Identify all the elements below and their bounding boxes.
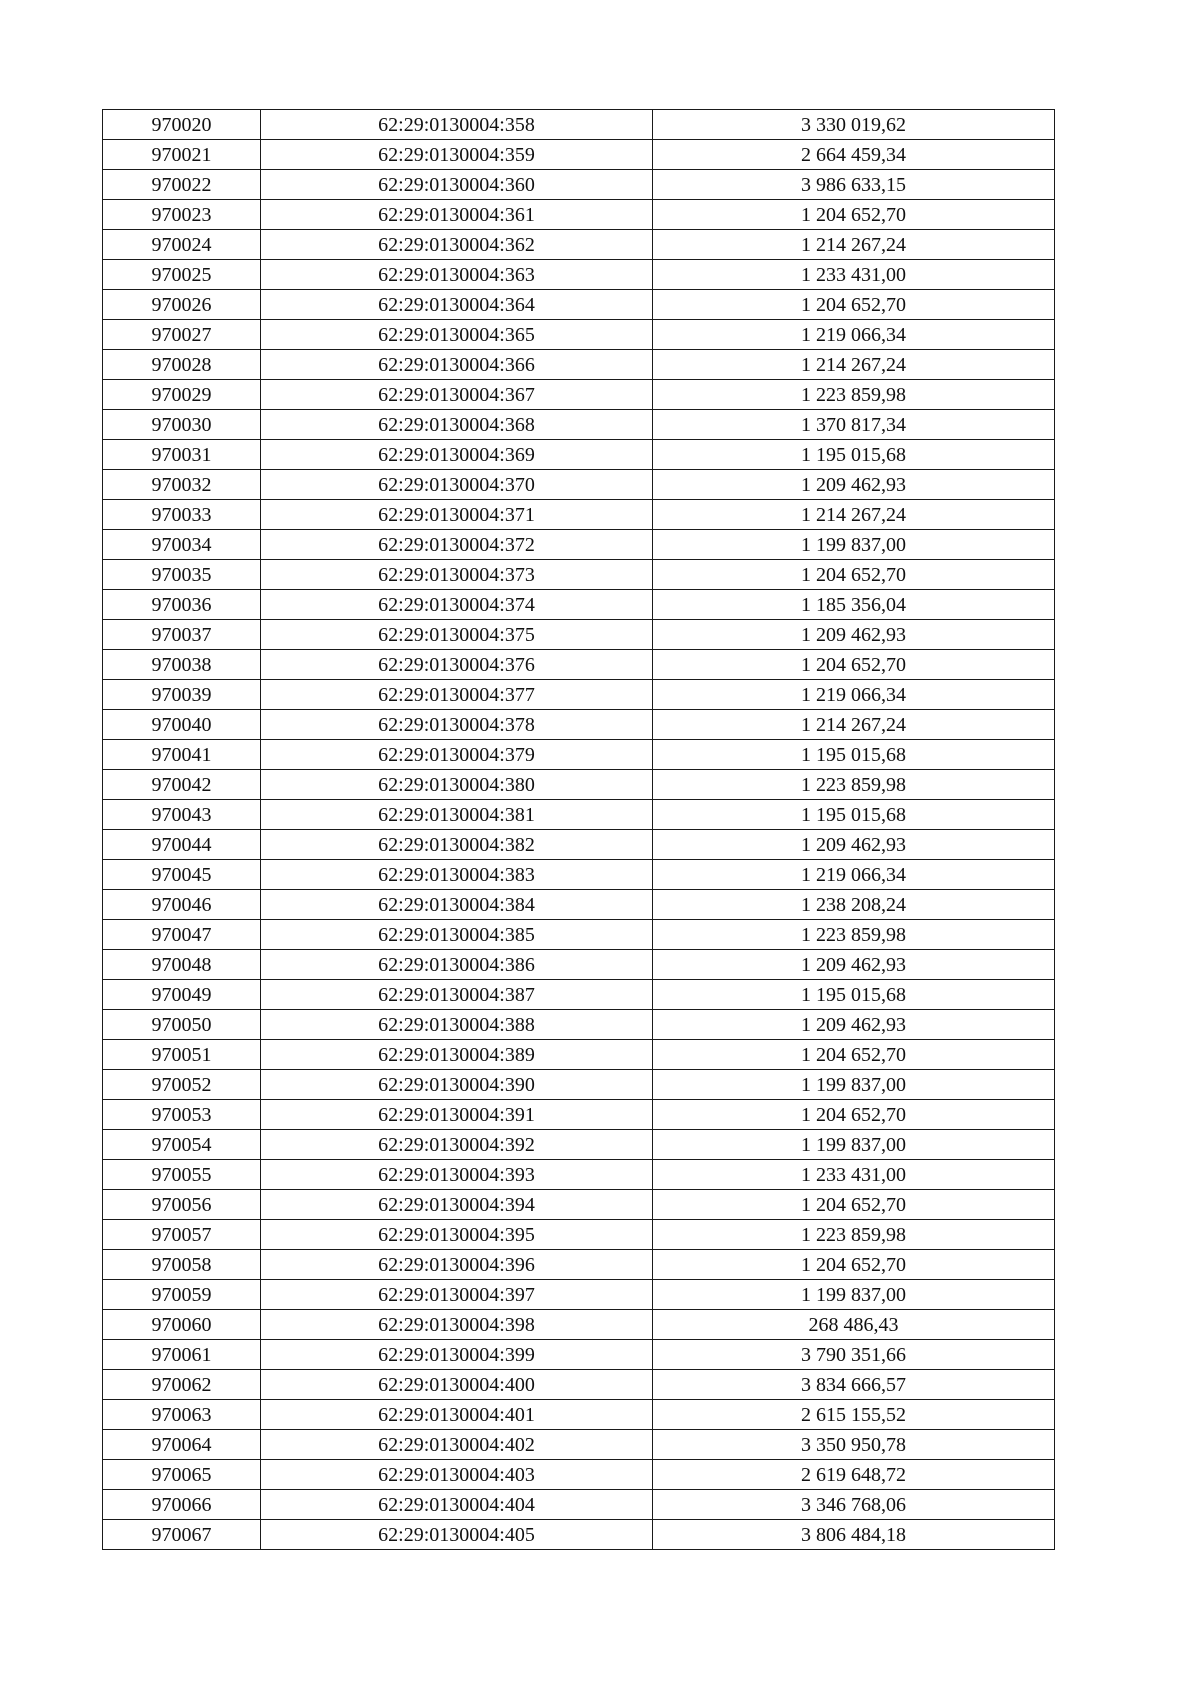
cadastral-value-cell: 1 214 267,24 — [653, 500, 1055, 530]
row-number-cell: 970056 — [103, 1190, 261, 1220]
row-number-cell: 970060 — [103, 1310, 261, 1340]
table-row — [103, 140, 1055, 170]
table-row — [103, 1160, 1055, 1190]
cadastral-number-cell: 62:29:0130004:396 — [261, 1250, 653, 1280]
cadastral-number-cell: 62:29:0130004:379 — [261, 740, 653, 770]
cadastral-value-cell: 1 209 462,93 — [653, 620, 1055, 650]
cadastral-number-cell: 62:29:0130004:404 — [261, 1490, 653, 1520]
cadastral-value-cell: 1 214 267,24 — [653, 350, 1055, 380]
cadastral-number-cell: 62:29:0130004:372 — [261, 530, 653, 560]
cadastral-value-cell: 1 199 837,00 — [653, 1130, 1055, 1160]
cadastral-number-cell: 62:29:0130004:381 — [261, 800, 653, 830]
cadastral-value-cell: 1 195 015,68 — [653, 980, 1055, 1010]
row-number-cell: 970043 — [103, 800, 261, 830]
table-row — [103, 200, 1055, 230]
row-number-cell: 970048 — [103, 950, 261, 980]
table-row — [103, 290, 1055, 320]
cadastral-number-cell: 62:29:0130004:399 — [261, 1340, 653, 1370]
cadastral-value-cell: 1 214 267,24 — [653, 710, 1055, 740]
row-number-cell: 970067 — [103, 1520, 261, 1550]
row-number-cell: 970063 — [103, 1400, 261, 1430]
cadastral-number-cell: 62:29:0130004:387 — [261, 980, 653, 1010]
row-number-cell: 970047 — [103, 920, 261, 950]
cadastral-value-cell: 1 195 015,68 — [653, 800, 1055, 830]
cadastral-number-cell: 62:29:0130004:391 — [261, 1100, 653, 1130]
cadastral-value-cell: 1 195 015,68 — [653, 440, 1055, 470]
row-number-cell: 970031 — [103, 440, 261, 470]
row-number-cell: 970054 — [103, 1130, 261, 1160]
row-number-cell: 970037 — [103, 620, 261, 650]
cadastral-value-cell: 3 330 019,62 — [653, 110, 1055, 140]
cadastral-value-cell: 1 204 652,70 — [653, 1190, 1055, 1220]
table-row — [103, 410, 1055, 440]
row-number-cell: 970058 — [103, 1250, 261, 1280]
table-row — [103, 1460, 1055, 1490]
cadastral-value-cell: 1 223 859,98 — [653, 770, 1055, 800]
row-number-cell: 970023 — [103, 200, 261, 230]
cadastral-value-cell: 3 986 633,15 — [653, 170, 1055, 200]
table-row — [103, 350, 1055, 380]
table-row — [103, 800, 1055, 830]
table-row — [103, 1400, 1055, 1430]
table-row — [103, 590, 1055, 620]
cadastral-number-cell: 62:29:0130004:400 — [261, 1370, 653, 1400]
table-row — [103, 110, 1055, 140]
cadastral-number-cell: 62:29:0130004:375 — [261, 620, 653, 650]
row-number-cell: 970022 — [103, 170, 261, 200]
cadastral-value-cell: 1 214 267,24 — [653, 230, 1055, 260]
table-row — [103, 770, 1055, 800]
cadastral-value-cell: 2 615 155,52 — [653, 1400, 1055, 1430]
cadastral-number-cell: 62:29:0130004:361 — [261, 200, 653, 230]
cadastral-number-cell: 62:29:0130004:393 — [261, 1160, 653, 1190]
table-row — [103, 620, 1055, 650]
row-number-cell: 970042 — [103, 770, 261, 800]
cadastral-value-cell: 1 209 462,93 — [653, 950, 1055, 980]
cadastral-value-cell: 1 209 462,93 — [653, 1010, 1055, 1040]
row-number-cell: 970053 — [103, 1100, 261, 1130]
table-row — [103, 950, 1055, 980]
row-number-cell: 970062 — [103, 1370, 261, 1400]
cadastral-number-cell: 62:29:0130004:382 — [261, 830, 653, 860]
table-row — [103, 440, 1055, 470]
cadastral-value-cell: 1 209 462,93 — [653, 470, 1055, 500]
cadastral-value-cell: 1 223 859,98 — [653, 1220, 1055, 1250]
cadastral-number-cell: 62:29:0130004:395 — [261, 1220, 653, 1250]
table-row — [103, 320, 1055, 350]
cadastral-value-cell: 1 223 859,98 — [653, 380, 1055, 410]
cadastral-number-cell: 62:29:0130004:398 — [261, 1310, 653, 1340]
cadastral-number-cell: 62:29:0130004:403 — [261, 1460, 653, 1490]
cadastral-number-cell: 62:29:0130004:390 — [261, 1070, 653, 1100]
row-number-cell: 970050 — [103, 1010, 261, 1040]
cadastral-value-cell: 1 204 652,70 — [653, 1040, 1055, 1070]
cadastral-number-cell: 62:29:0130004:389 — [261, 1040, 653, 1070]
row-number-cell: 970034 — [103, 530, 261, 560]
table-row — [103, 1040, 1055, 1070]
row-number-cell: 970038 — [103, 650, 261, 680]
cadastral-number-cell: 62:29:0130004:367 — [261, 380, 653, 410]
cadastral-number-cell: 62:29:0130004:385 — [261, 920, 653, 950]
row-number-cell: 970030 — [103, 410, 261, 440]
cadastral-number-cell: 62:29:0130004:360 — [261, 170, 653, 200]
cadastral-value-cell: 3 346 768,06 — [653, 1490, 1055, 1520]
table-row — [103, 500, 1055, 530]
cadastral-number-cell: 62:29:0130004:394 — [261, 1190, 653, 1220]
table-body — [103, 110, 1055, 1550]
cadastral-value-cell: 1 199 837,00 — [653, 530, 1055, 560]
cadastral-value-cell: 1 185 356,04 — [653, 590, 1055, 620]
cadastral-number-cell: 62:29:0130004:392 — [261, 1130, 653, 1160]
cadastral-number-cell: 62:29:0130004:397 — [261, 1280, 653, 1310]
table-row — [103, 1370, 1055, 1400]
row-number-cell: 970066 — [103, 1490, 261, 1520]
cadastral-number-cell: 62:29:0130004:373 — [261, 560, 653, 590]
row-number-cell: 970033 — [103, 500, 261, 530]
table-row — [103, 740, 1055, 770]
cadastral-value-cell: 1 204 652,70 — [653, 1100, 1055, 1130]
cadastral-number-cell: 62:29:0130004:370 — [261, 470, 653, 500]
table-row — [103, 1190, 1055, 1220]
cadastral-value-cell: 1 195 015,68 — [653, 740, 1055, 770]
table-row — [103, 1130, 1055, 1160]
table-row — [103, 560, 1055, 590]
row-number-cell: 970036 — [103, 590, 261, 620]
row-number-cell: 970045 — [103, 860, 261, 890]
cadastral-number-cell: 62:29:0130004:378 — [261, 710, 653, 740]
table-row — [103, 830, 1055, 860]
table-row — [103, 260, 1055, 290]
row-number-cell: 970049 — [103, 980, 261, 1010]
row-number-cell: 970020 — [103, 110, 261, 140]
row-number-cell: 970040 — [103, 710, 261, 740]
row-number-cell: 970057 — [103, 1220, 261, 1250]
cadastral-number-cell: 62:29:0130004:386 — [261, 950, 653, 980]
table-row — [103, 380, 1055, 410]
table-row — [103, 1490, 1055, 1520]
row-number-cell: 970025 — [103, 260, 261, 290]
row-number-cell: 970027 — [103, 320, 261, 350]
cadastral-value-cell: 1 199 837,00 — [653, 1070, 1055, 1100]
table-row — [103, 1310, 1055, 1340]
cadastral-value-cell: 1 233 431,00 — [653, 260, 1055, 290]
cadastral-number-cell: 62:29:0130004:384 — [261, 890, 653, 920]
row-number-cell: 970028 — [103, 350, 261, 380]
cadastral-number-cell: 62:29:0130004:359 — [261, 140, 653, 170]
cadastral-number-cell: 62:29:0130004:401 — [261, 1400, 653, 1430]
row-number-cell: 970029 — [103, 380, 261, 410]
cadastral-number-cell: 62:29:0130004:402 — [261, 1430, 653, 1460]
table-row — [103, 860, 1055, 890]
row-number-cell: 970059 — [103, 1280, 261, 1310]
table-row — [103, 1010, 1055, 1040]
table-row — [103, 1250, 1055, 1280]
table-row — [103, 170, 1055, 200]
cadastral-value-cell: 3 806 484,18 — [653, 1520, 1055, 1550]
cadastral-number-cell: 62:29:0130004:405 — [261, 1520, 653, 1550]
row-number-cell: 970046 — [103, 890, 261, 920]
cadastral-value-cell: 1 199 837,00 — [653, 1280, 1055, 1310]
row-number-cell: 970021 — [103, 140, 261, 170]
cadastral-value-table — [102, 109, 1055, 1550]
row-number-cell: 970044 — [103, 830, 261, 860]
row-number-cell: 970024 — [103, 230, 261, 260]
cadastral-value-cell: 1 223 859,98 — [653, 920, 1055, 950]
cadastral-value-cell: 1 204 652,70 — [653, 1250, 1055, 1280]
cadastral-value-cell: 1 204 652,70 — [653, 650, 1055, 680]
cadastral-number-cell: 62:29:0130004:362 — [261, 230, 653, 260]
row-number-cell: 970035 — [103, 560, 261, 590]
cadastral-number-cell: 62:29:0130004:383 — [261, 860, 653, 890]
table-row — [103, 1100, 1055, 1130]
cadastral-value-cell: 1 204 652,70 — [653, 200, 1055, 230]
cadastral-number-cell: 62:29:0130004:376 — [261, 650, 653, 680]
cadastral-value-cell: 2 619 648,72 — [653, 1460, 1055, 1490]
cadastral-value-cell: 1 233 431,00 — [653, 1160, 1055, 1190]
row-number-cell: 970055 — [103, 1160, 261, 1190]
cadastral-value-cell: 1 370 817,34 — [653, 410, 1055, 440]
table-row — [103, 980, 1055, 1010]
cadastral-number-cell: 62:29:0130004:365 — [261, 320, 653, 350]
table-row — [103, 1430, 1055, 1460]
row-number-cell: 970065 — [103, 1460, 261, 1490]
table-row — [103, 1220, 1055, 1250]
row-number-cell: 970032 — [103, 470, 261, 500]
cadastral-value-cell: 1 219 066,34 — [653, 860, 1055, 890]
row-number-cell: 970064 — [103, 1430, 261, 1460]
cadastral-value-cell: 1 219 066,34 — [653, 680, 1055, 710]
cadastral-number-cell: 62:29:0130004:371 — [261, 500, 653, 530]
cadastral-number-cell: 62:29:0130004:366 — [261, 350, 653, 380]
row-number-cell: 970051 — [103, 1040, 261, 1070]
row-number-cell: 970052 — [103, 1070, 261, 1100]
table-row — [103, 470, 1055, 500]
cadastral-value-cell: 3 350 950,78 — [653, 1430, 1055, 1460]
row-number-cell: 970039 — [103, 680, 261, 710]
cadastral-number-cell: 62:29:0130004:364 — [261, 290, 653, 320]
table-row — [103, 920, 1055, 950]
cadastral-number-cell: 62:29:0130004:380 — [261, 770, 653, 800]
cadastral-value-cell: 1 219 066,34 — [653, 320, 1055, 350]
cadastral-value-cell: 3 790 351,66 — [653, 1340, 1055, 1370]
cadastral-number-cell: 62:29:0130004:358 — [261, 110, 653, 140]
cadastral-number-cell: 62:29:0130004:388 — [261, 1010, 653, 1040]
table-row — [103, 680, 1055, 710]
cadastral-number-cell: 62:29:0130004:374 — [261, 590, 653, 620]
cadastral-number-cell: 62:29:0130004:369 — [261, 440, 653, 470]
table-row — [103, 890, 1055, 920]
row-number-cell: 970026 — [103, 290, 261, 320]
cadastral-value-cell: 268 486,43 — [653, 1310, 1055, 1340]
cadastral-value-cell: 1 238 208,24 — [653, 890, 1055, 920]
table-row — [103, 230, 1055, 260]
cadastral-value-cell: 1 204 652,70 — [653, 290, 1055, 320]
table-row — [103, 650, 1055, 680]
table-row — [103, 1520, 1055, 1550]
row-number-cell: 970061 — [103, 1340, 261, 1370]
cadastral-value-cell: 1 209 462,93 — [653, 830, 1055, 860]
cadastral-number-cell: 62:29:0130004:363 — [261, 260, 653, 290]
row-number-cell: 970041 — [103, 740, 261, 770]
cadastral-value-cell: 2 664 459,34 — [653, 140, 1055, 170]
table-row — [103, 710, 1055, 740]
cadastral-number-cell: 62:29:0130004:368 — [261, 410, 653, 440]
table-row — [103, 1280, 1055, 1310]
cadastral-number-cell: 62:29:0130004:377 — [261, 680, 653, 710]
table-row — [103, 530, 1055, 560]
cadastral-value-cell: 1 204 652,70 — [653, 560, 1055, 590]
cadastral-value-cell: 3 834 666,57 — [653, 1370, 1055, 1400]
table-row — [103, 1340, 1055, 1370]
table-row — [103, 1070, 1055, 1100]
